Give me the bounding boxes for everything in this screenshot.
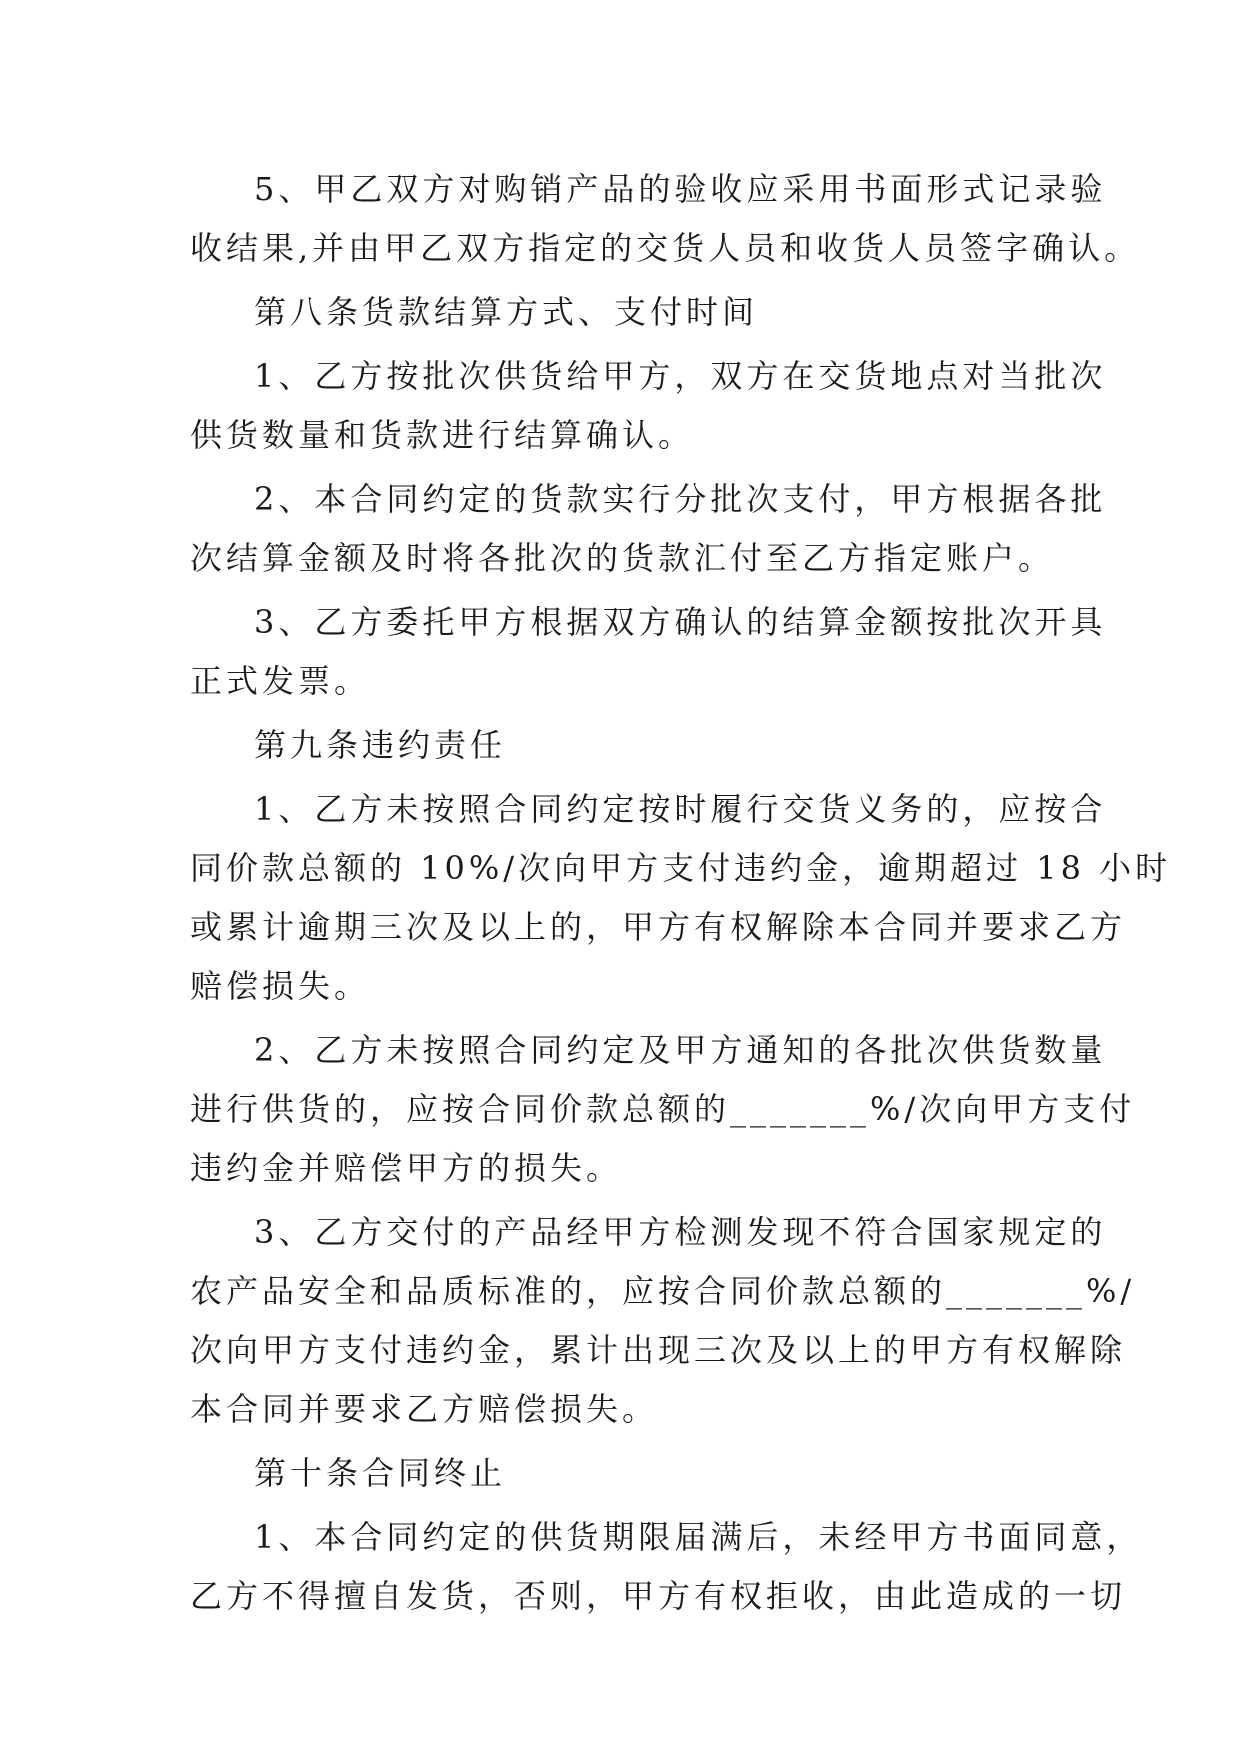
text-line: 2、本合同约定的货款实行分批次支付，甲方根据各批 xyxy=(254,480,1107,518)
text-line: 次结算金额及时将各批次的货款汇付至乙方指定账户。 xyxy=(190,539,1055,577)
text-line: 5、甲乙双方对购销产品的验收应采用书面形式记录验 xyxy=(254,170,1107,208)
text-line: 农产品安全和品质标准的，应按合同价款总额的_______%/ xyxy=(190,1272,1136,1310)
section-heading: 第九条违约责任 xyxy=(254,726,507,764)
text-line: 同价款总额的 10%/次向甲方支付违约金，逾期超过 18 小时 xyxy=(190,849,1172,887)
text-line: 2、乙方未按照合同约定及甲方通知的各批次供货数量 xyxy=(254,1031,1107,1069)
document-body xyxy=(190,160,1172,1626)
text-line: 收结果,并由甲乙双方指定的交货人员和收货人员签字确认。 xyxy=(190,229,1141,267)
text-line: 次向甲方支付违约金，累计出现三次及以上的甲方有权解除 xyxy=(190,1331,1127,1369)
text-line: 或累计逾期三次及以上的，甲方有权解除本合同并要求乙方 xyxy=(190,908,1127,946)
text-line: 正式发票。 xyxy=(190,662,371,700)
text-line: 进行供货的，应按合同价款总额的_______%/次向甲方支付 xyxy=(190,1090,1136,1128)
text-line: 1、本合同约定的供货期限届满后，未经甲方书面同意， xyxy=(254,1518,1143,1556)
text-line: 3、乙方交付的产品经甲方检测发现不符合国家规定的 xyxy=(254,1213,1107,1251)
text-line: 赔偿损失。 xyxy=(190,967,371,1005)
text-line: 本合同并要求乙方赔偿损失。 xyxy=(190,1390,659,1428)
section-heading: 第十条合同终止 xyxy=(254,1454,507,1492)
text-line: 违约金并赔偿甲方的损失。 xyxy=(190,1149,623,1187)
text-line: 供货数量和货款进行结算确认。 xyxy=(190,416,695,454)
section-heading: 第八条货款结算方式、支付时间 xyxy=(254,293,759,331)
text-line: 3、乙方委托甲方根据双方确认的结算金额按批次开具 xyxy=(254,603,1107,641)
text-line: 1、乙方按批次供货给甲方，双方在交货地点对当批次 xyxy=(254,357,1107,395)
text-line: 乙方不得擅自发货，否则，甲方有权拒收，由此造成的一切 xyxy=(190,1577,1127,1615)
text-line: 1、乙方未按照合同约定按时履行交货义务的，应按合 xyxy=(254,790,1107,828)
